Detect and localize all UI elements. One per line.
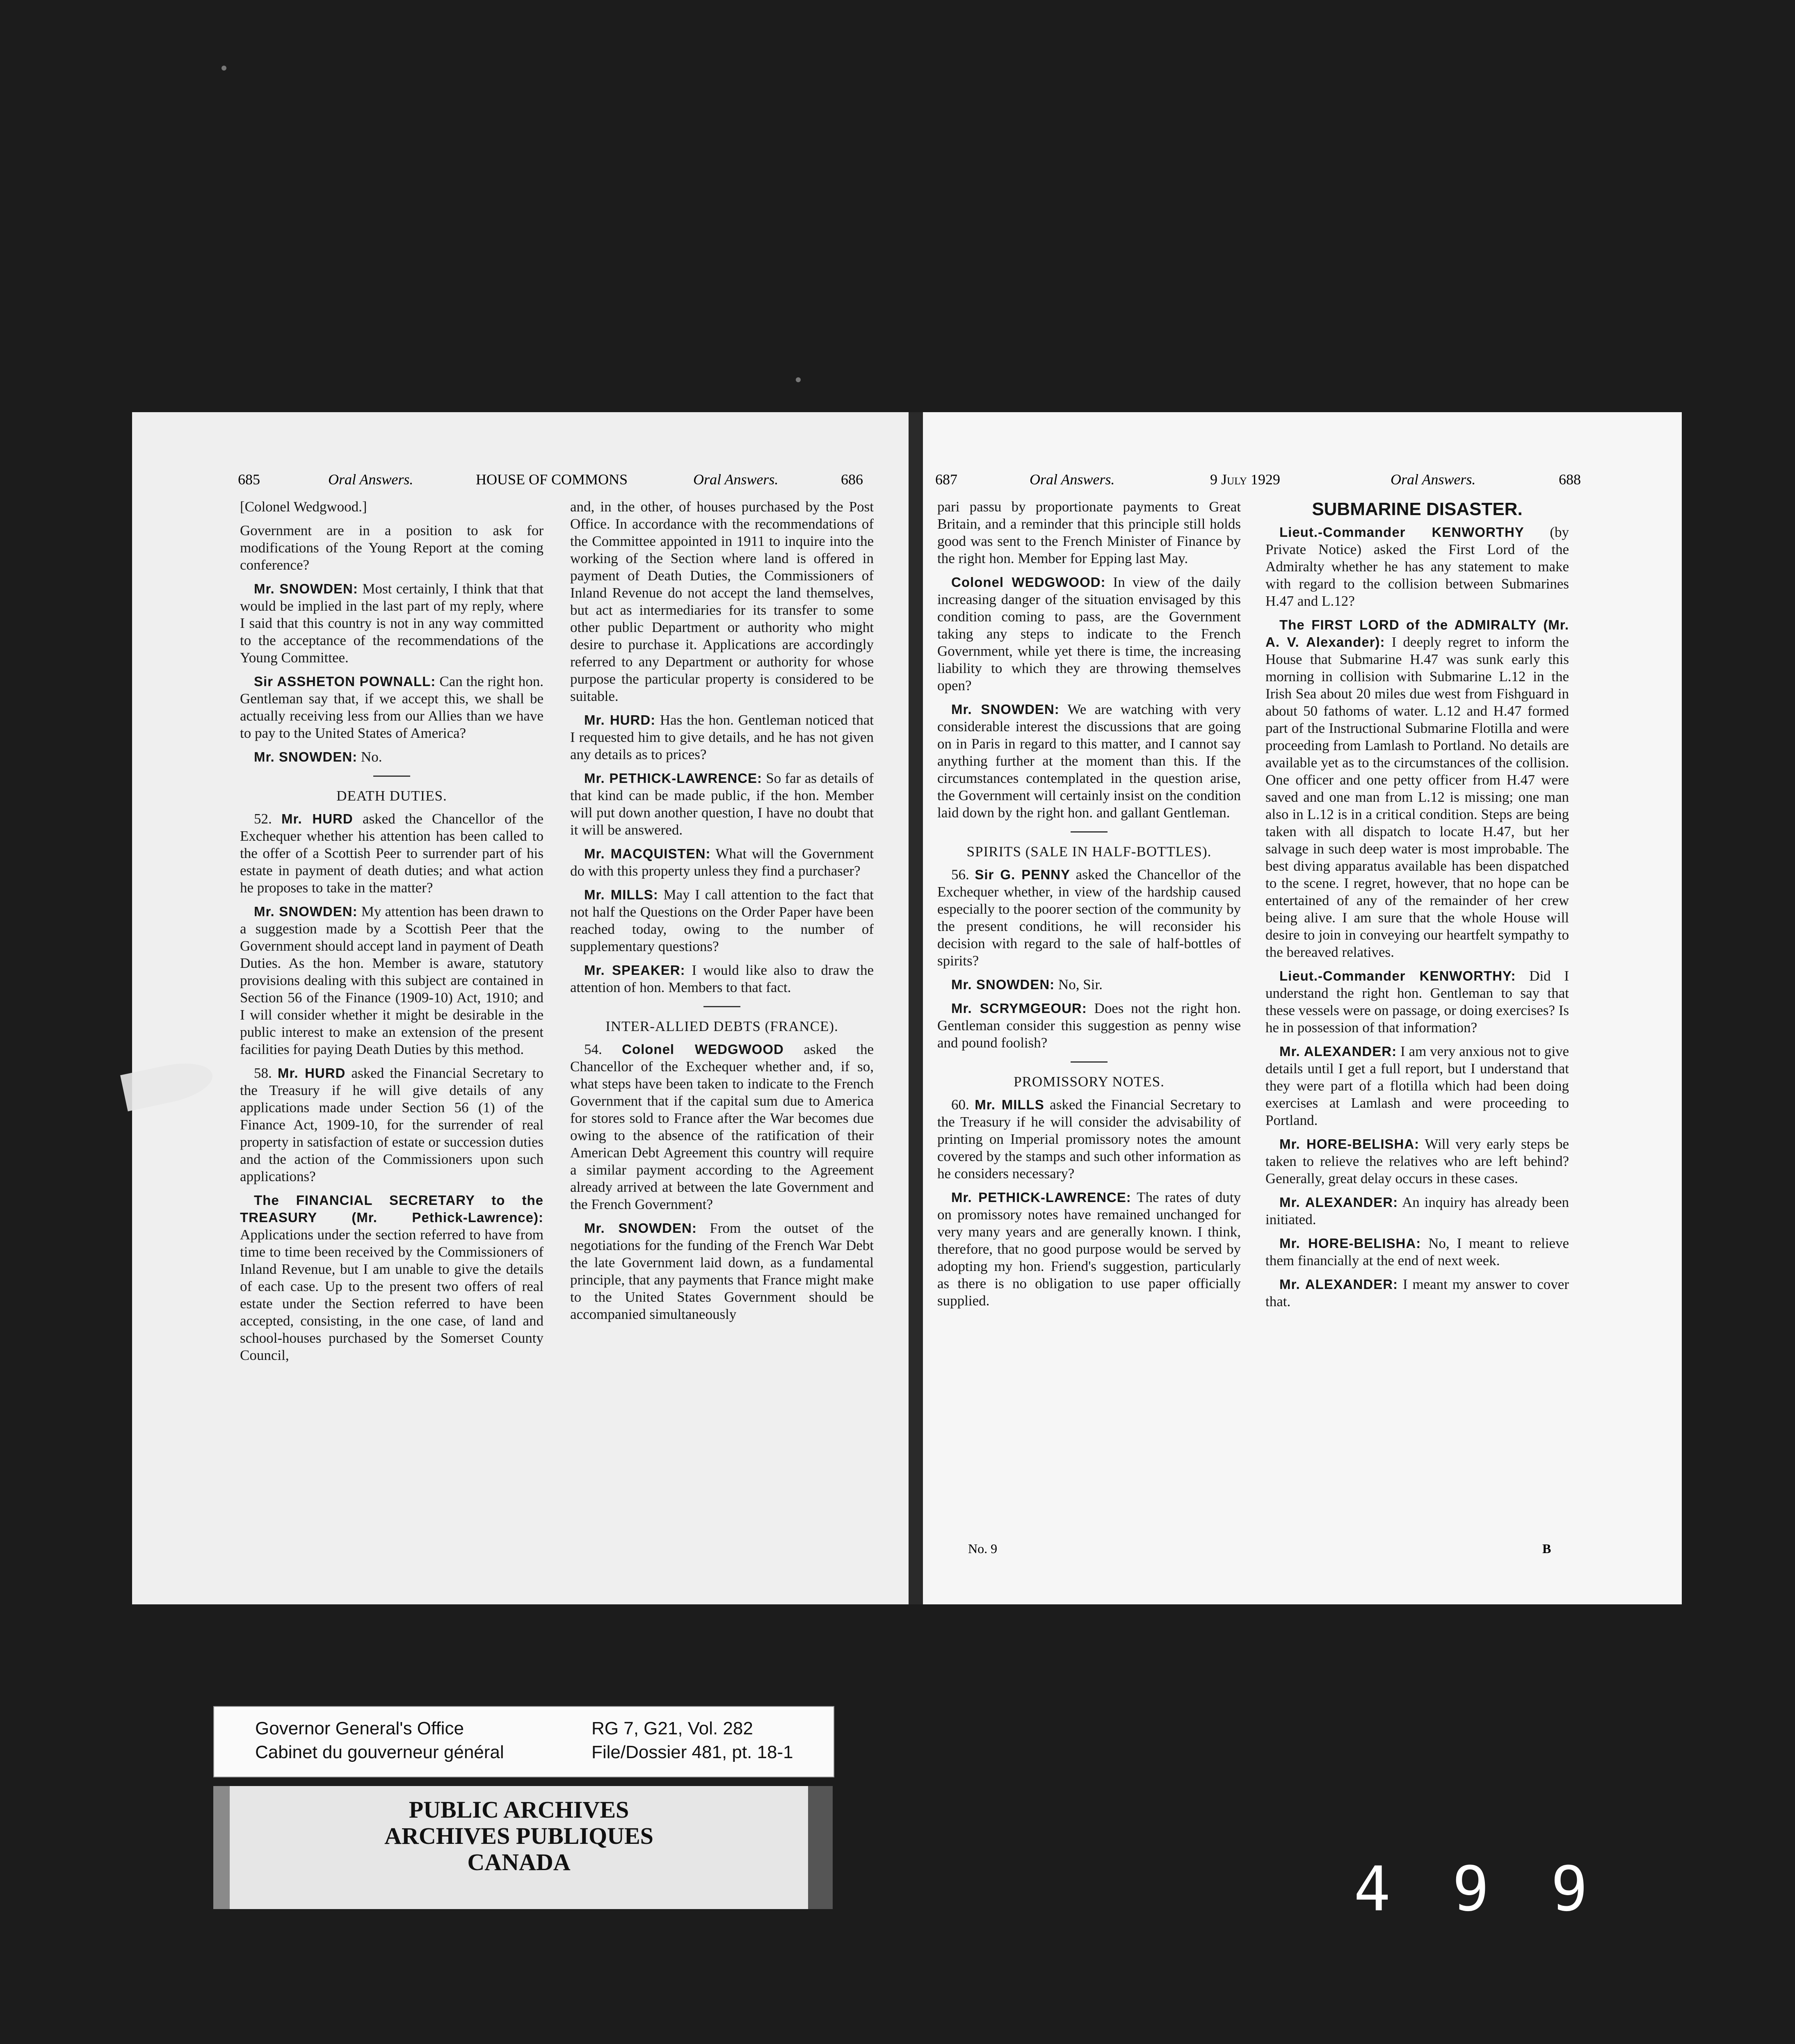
speaker-name: Mr. MILLS [975,1097,1044,1112]
paragraph-text: asked the Financial Secretary to the Treasury if he will consider the advisability of printing on Imperial promissory notes the amount covered by the stamps and such other information as he considers necessary? [937,1097,1241,1182]
paragraph-text: Does not the right hon. Gentleman consider this suggestion as penny wise and pound foolish? [937,1000,1241,1051]
file-ref: File/Dossier 481, pt. 18-1 [591,1742,793,1762]
paragraph [570,845,874,880]
paragraph-text: asked the Chancellor of the Exchequer whether, in view of the hardship caused especially to the poorer section of the community by the present conditions, he will reconsider his decision with regard to the sale of half-bottles of spirits? [937,867,1241,969]
paragraph [1265,524,1569,610]
signature-mark: No. 9 [968,1541,998,1556]
left-page-column-1 [240,498,544,1371]
paragraph [1265,1276,1569,1310]
paragraph [1265,1235,1569,1269]
paragraph-text: asked the Chancellor of the Exchequer whether and, if so, what steps have been taken to indicate to the French Government that if the capital sum due to America for stores sold to France after the War becomes due owing to the absence of the ratification of their American Debt Agreement this country will require a similar payment according to the Agreement already arrived at between the late Government and the French Government? [570,1041,874,1212]
paragraph [1265,616,1569,961]
paragraph-text: [Colonel Wedgwood.] [240,499,367,515]
paragraph [937,976,1241,993]
question-number: 52. [254,811,272,827]
speaker-name: Mr. SNOWDEN: [584,1220,697,1236]
speaker-name: Colonel WEDGWOOD [622,1042,784,1057]
speaker-name: Mr. SNOWDEN: [254,581,358,596]
paragraph [240,1192,544,1364]
paragraph-text: No, I meant to relieve them financially at the end of next week. [1265,1235,1569,1268]
section-heading: PROMISSORY NOTES. [1014,1074,1165,1090]
dust-speck [222,66,226,71]
speaker-name: Mr. HURD [277,1065,346,1081]
running-head-date: 9 July 1929 [1210,471,1280,488]
paragraph [570,498,874,705]
section-heading: SUBMARINE DISASTER. [1312,499,1523,519]
paragraph-text: asked the Chancellor of the Exchequer whether his attention has been called to the offer of a Scottish Peer to surrender part of his estate in payment of death duties; and what action he proposes to take in the matter? [240,811,544,896]
archives-country: CANADA [467,1849,571,1875]
speaker-name: Mr. SNOWDEN: [254,904,358,919]
paragraph-text: No. [357,749,382,765]
frame-number: 499 [1354,1854,1649,1925]
paragraph [240,1065,544,1185]
speaker-name: Mr. SNOWDEN: [951,702,1060,717]
speaker-name: Mr. PETHICK-LAWRENCE: [584,771,763,786]
paragraph [1265,1194,1569,1228]
question-number: 54. [584,1041,602,1057]
speaker-name: Mr. HURD [281,811,353,826]
record-group-ref: RG 7, G21, Vol. 282 [591,1718,753,1738]
paragraph-text: The rates of duty on promissory notes have remained unchanged for very many years and are generally known. I think, therefore, that no good purpose would be served by adopting my hon. Friend's suggestion, particularly as there is no obligation to use paper officially supplied. [937,1189,1241,1309]
dust-speck [796,377,801,382]
office-name-fr: Cabinet du gouverneur général [255,1742,504,1762]
section-rule [1071,1061,1108,1063]
speaker-name: Mr. ALEXANDER: [1279,1195,1398,1210]
paragraph [570,962,874,996]
speaker-name: Mr. ALEXANDER: [1279,1277,1398,1292]
paragraph [937,1189,1241,1309]
archive-label [213,1706,833,1944]
speaker-name: Lieut.-Commander KENWORTHY [1279,525,1524,540]
running-head-left: Oral Answers. [328,471,413,488]
speaker-name: Mr. HURD: [584,712,656,728]
speaker-name: The FIRST LORD of the ADMIRALTY (Mr. A. V. Alexander): [1265,617,1569,650]
speaker-name: Mr. SPEAKER: [584,963,685,978]
question-number: 60. [951,1097,969,1113]
page-number-686: 686 [841,471,863,488]
speaker-name: Mr. HORE-BELISHA: [1279,1136,1420,1152]
paragraph-text: No, Sir. [1055,976,1103,992]
right-page-column-2 [1265,498,1569,1317]
speaker-name: The FINANCIAL SECRETARY to the TREASURY (Mr. Pethick-Lawrence): [240,1193,544,1225]
office-name-en: Governor General's Office [255,1718,464,1738]
left-page-column-2 [570,498,874,1330]
page-number-688: 688 [1559,471,1581,488]
paragraph [937,1000,1241,1052]
archives-name-en: PUBLIC ARCHIVES [409,1796,629,1823]
archives-name-fr: ARCHIVES PUBLIQUES [384,1823,653,1849]
paragraph-text: (by Private Notice) asked the First Lord of the Admiralty whether he has any statement to make with regard to the collision between Submarines H.47 and L.12? [1265,524,1569,609]
section-rule [1071,831,1108,833]
section-rule [373,776,410,777]
paragraph-text: Government are in a position to ask for modifications of the Young Report at the coming conference? [240,522,544,573]
section-heading: DEATH DUTIES. [336,788,447,804]
section-heading: SPIRITS (SALE IN HALF-BOTTLES). [966,844,1212,860]
speaker-name: Mr. PETHICK-LAWRENCE: [951,1190,1131,1205]
signature-letter: B [1542,1541,1551,1556]
paragraph-text: Can the right hon. Gentleman say that, if we accept this, we shall be actually receiving less from our Allies than we have to pay to the United States of America? [240,673,544,741]
speaker-name: Lieut.-Commander KENWORTHY: [1279,968,1516,983]
speaker-name: Mr. HORE-BELISHA: [1279,1236,1421,1251]
paragraph [240,498,544,516]
page-number-687: 687 [935,471,957,488]
paragraph [240,903,544,1058]
speaker-name: Mr. SNOWDEN: [951,977,1055,992]
question-number: 58. [254,1065,272,1081]
paragraph-text: Most certainly, I think that that would be implied in the last part of my reply, where I said that this country is not in any way committed to the acceptance of the recommendations of the Young Committee. [240,581,544,666]
paragraph [937,866,1241,970]
question-number: 56. [951,867,969,883]
speaker-name: Mr. MILLS: [584,887,658,902]
paragraph [570,770,874,839]
paragraph [570,712,874,763]
section-heading: INTER-ALLIED DEBTS (FRANCE). [605,1018,838,1034]
right-page-column-1 [937,498,1241,1316]
speaker-name: Mr. SNOWDEN: [254,749,358,764]
archive-reference-card [213,1706,834,1777]
paragraph [240,748,544,766]
paragraph-text: asked the Financial Secretary to the Treasury if he will give details of any applications made under Section 56 (1) of the Finance Act, 1909-10, for the surrender of real property in satisfaction of estate or succession duties and the action of the Commissioners upon such applications? [240,1065,544,1184]
paragraph-text: We are watching with very considerable interest the discussions that are going on in Paris in regard to this matter, and I cannot say anything further at the moment than this. If the circumstances contemplated in the question arise, the Government will certainly insist on the condition laid down by the right hon. and gallant Gentleman. [937,701,1241,821]
speaker-name: Mr. ALEXANDER: [1279,1044,1397,1059]
paragraph [1265,1136,1569,1187]
paragraph-text: and, in the other, of houses purchased by the Post Office. In accordance with the recommendations of the Committee appointed in 1911 to inquire into the working of the Section where land is offered in payment of Death Duties, the Commissioners of Inland Revenue do not accept the land themselves, but act as intermediaries for its transfer to some other public Department or authority who might desire to purchase it. Applications are accordingly referred to any Department or authority for whose purpose the particular property is considered to be suitable. [570,499,874,704]
speaker-name: Sir G. PENNY [975,867,1070,882]
paragraph [570,1220,874,1323]
paragraph-text: I deeply regret to inform the House that Submarine H.47 was sunk early this morning in collision with Submarine L.12 in the Irish Sea about 20 miles due west from Fishguard in about 50 fathoms of water. L.12 and H.47 formed part of the Instructional Submarine Flotilla and were proceeding from Lamlash to Portland. No details are available yet as to the circumstances of the collision. One officer and one petty officer from H.47 were saved and one man from L.12 is missing; one man also in L.12 is in a critical condition. Steps are being taken with all dispatch to locate H.47, but her salvage in such deep water is most improbable. The best diving apparatus available has been dispatched to the scene. I regret, however, that no hope can be entertained of any of the remainder of her crew being alive. I am sure that the whole House will desire to join in conveying our heartfelt sympathy to the bereaved relatives. [1265,634,1569,960]
running-head-right: Oral Answers. [1391,471,1476,488]
paragraph-text: Did I understand the right hon. Gentleman to say that these vessels were on passage, or doing exercises? Is he in possession of that information? [1265,968,1569,1036]
running-head-left: Oral Answers. [1030,471,1115,488]
paragraph-text: pari passu by proportionate payments to Great Britain, and a reminder that this principle still holds good was sent to the French Minister of Finance by the right hon. Member for Epping last May. [937,499,1241,566]
paragraph-text: What will the Government do with this property unless they find a purchaser? [570,846,874,879]
archives-stamp [213,1786,833,1909]
paragraph-text: I meant my answer to cover that. [1265,1276,1569,1309]
paragraph [937,701,1241,821]
page-number-685: 685 [238,471,260,488]
speaker-name: Mr. MACQUISTEN: [584,846,711,861]
paragraph-text: May I call attention to the fact that not half the Questions on the Order Paper have been reached today, owing to the number of supplementary questions? [570,887,874,954]
paragraph [937,574,1241,694]
paragraph [240,580,544,666]
paragraph-text: I am very anxious not to give details until I get a full report, but I understand that they were part of a flotilla which had been doing exercises at Lamlash and were proceeding to Portland. [1265,1043,1569,1128]
paragraph-text: So far as details of that kind can be made public, if the hon. Member will put down another question, I have no doubt that it will be answered. [570,770,874,838]
paragraph-text: Applications under the section referred to have from time to time been received by the Commissioners of Inland Revenue, but I am unable to give the details of each case. Up to the present two offers of real estate under the Section referred to have been accepted, consisting, in the one case, of land and school-houses purchased by the Somerset County Council, [240,1227,544,1363]
paragraph-text: My attention has been drawn to a suggestion made by a Scottish Peer that the Government should accept land in payment of Death Duties. As the hon. Member is aware, statutory provisions dealing with this subject are contained in Section 56 of the Finance (1909-10) Act, 1910; and I will consider whether it might be desirable in the public interest to make an extension of the present facilities for paying Death Duties by this method. [240,903,544,1057]
running-head-right: Oral Answers. [693,471,779,488]
paragraph [570,1041,874,1213]
paragraph [1265,967,1569,1036]
paragraph-text: An inquiry has already been initiated. [1265,1194,1569,1227]
paragraph-text: In view of the daily increasing danger of the situation envisaged by this condition coming to pass, are the Government taking any steps to indicate to the French Government, while yet there is time, the increasing liability to which they are throwing themselves open? [937,574,1241,694]
paragraph [937,498,1241,567]
speaker-name: Sir ASSHETON POWNALL: [254,674,436,689]
speaker-name: Mr. SCRYMGEOUR: [951,1001,1087,1016]
speaker-name: Colonel WEDGWOOD: [951,575,1106,590]
paragraph [937,1096,1241,1182]
running-head-center: HOUSE OF COMMONS [476,471,628,488]
paragraph-text: Will very early steps be taken to relieve the relatives who are left behind? Generally, great delay occurs in these cases. [1265,1136,1569,1186]
paragraph-text: I would like also to draw the attention of hon. Members to that fact. [570,962,874,995]
paragraph [570,886,874,955]
paragraph [240,522,544,574]
paragraph [1265,1043,1569,1129]
paragraph-text: From the outset of the negotiations for the funding of the French War Debt the late Government laid down, as a fundamental principle, that any payments that France might make to the United States Government should be accompanied simultaneously [570,1220,874,1322]
paragraph [240,673,544,742]
paragraph [240,810,544,897]
section-rule [703,1006,740,1007]
paragraph-text: Has the hon. Gentleman noticed that I requested him to give details, and he has not given any details as to prices? [570,712,874,762]
page-gutter [909,412,923,1604]
